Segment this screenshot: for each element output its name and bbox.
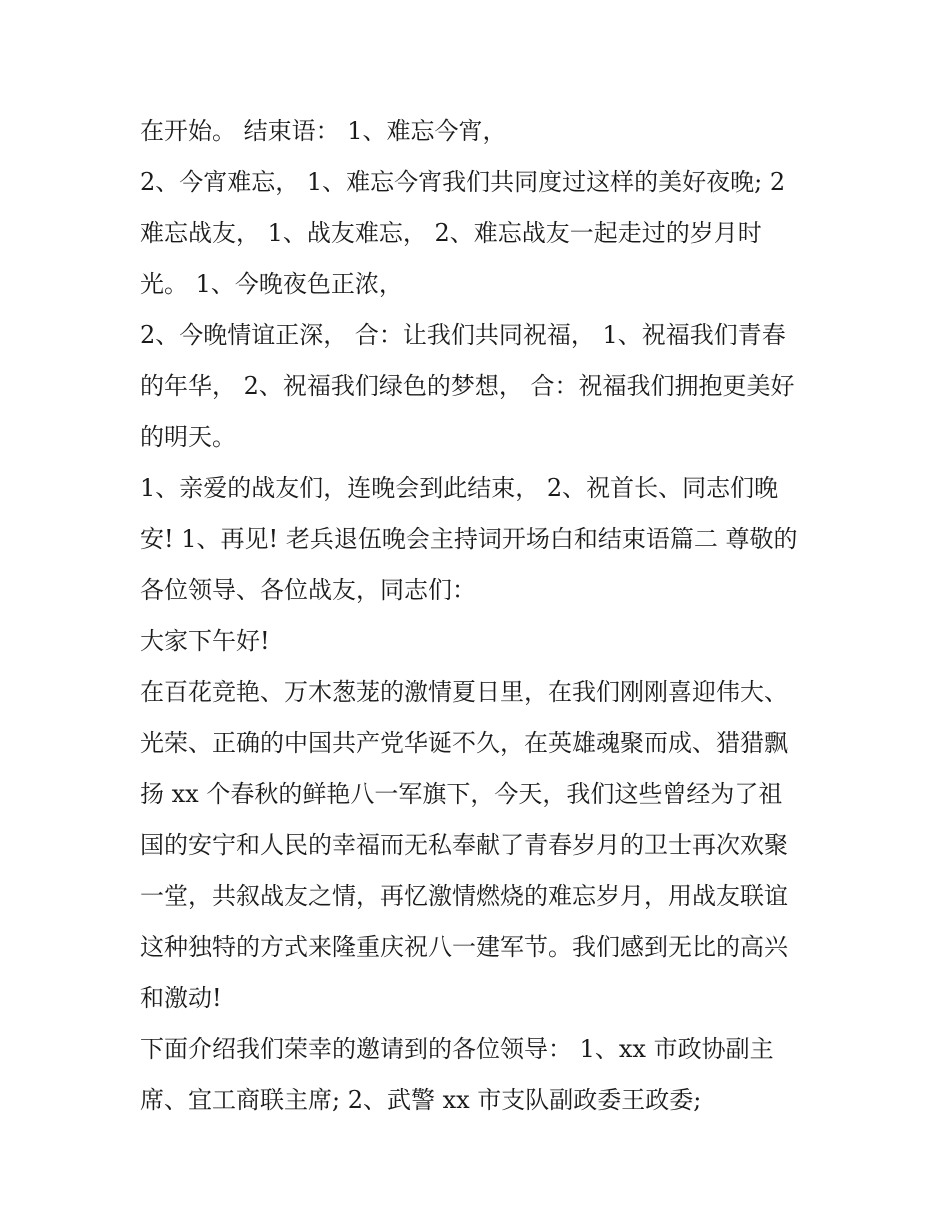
- text-line: 光荣、正确的中国共产党华诞不久，在英雄魂聚而成、猎猎飘: [140, 729, 788, 757]
- text-line: 的年华， 2、祝福我们绿色的梦想， 合：祝福我们拥抱更美好: [140, 372, 795, 400]
- text-line: 一堂，共叙战友之情，再忆激情燃烧的难忘岁月，用战友联谊: [140, 882, 788, 910]
- text-line: 安! 1、再见! 老兵退伍晚会主持词开场白和结束语篇二 尊敬的: [140, 525, 798, 553]
- text-line: 在开始。 结束语： 1、难忘今宵，: [140, 117, 507, 145]
- document-body: [140, 106, 830, 1126]
- text-line: 难忘战友， 1、战友难忘， 2、难忘战友一起走过的岁月时: [140, 219, 762, 247]
- text-line: 和激动!: [140, 984, 222, 1012]
- text-line: 下面介绍我们荣幸的邀请到的各位领导： 1、xx 市政协副主: [140, 1035, 774, 1063]
- text-line: 在百花竞艳、万木葱茏的激情夏日里，在我们刚刚喜迎伟大、: [140, 678, 788, 706]
- text-line: 2、今晚情谊正深， 合：让我们共同祝福， 1、祝福我们青春: [140, 321, 786, 349]
- text-line: 的明天。: [140, 423, 236, 451]
- text-line: 席、宜工商联主席; 2、武警 xx 市支队副政委王政委;: [140, 1086, 702, 1114]
- text-line: 扬 xx 个春秋的鲜艳八一军旗下，今天，我们这些曾经为了祖: [140, 780, 783, 808]
- text-line: 1、亲爱的战友们，连晚会到此结束， 2、祝首长、同志们晚: [140, 474, 779, 502]
- text-line: 2、今宵难忘， 1、难忘今宵我们共同度过这样的美好夜晚; 2: [140, 168, 786, 196]
- text-line: 这种独特的方式来隆重庆祝八一建军节。我们感到无比的高兴: [140, 933, 788, 961]
- text-line: 国的安宁和人民的幸福而无私奉献了青春岁月的卫士再次欢聚: [140, 831, 788, 859]
- text-line: 大家下午好!: [140, 627, 270, 655]
- text-line: 光。 1、今晚夜色正浓，: [140, 270, 403, 298]
- text-line: 各位领导、各位战友，同志们：: [140, 576, 476, 604]
